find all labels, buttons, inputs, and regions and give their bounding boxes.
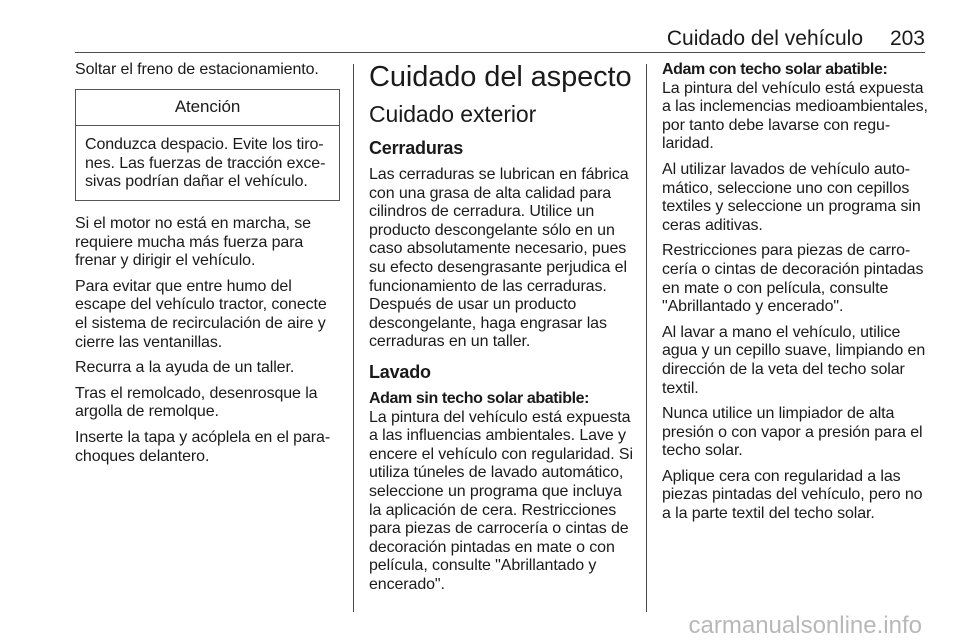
paragraph: La pintura del vehículo está expuesta a las influencias ambientales. Lave y encere el vehículo con regularidad. Si utiliza túneles de lavado automático, seleccione un programa que incluya la aplicación de cera. Restricciones para piezas de carrocería o cintas de decoración pintadas en mate o con película, consulte "Abrillantado y encerado".	[369, 408, 633, 593]
page-number: 203	[889, 27, 925, 50]
column-right	[662, 61, 930, 531]
page-header	[75, 26, 925, 53]
variant-label: Adam con techo solar abatible:	[662, 61, 888, 78]
paragraph: Nunca utilice un limpiador de alta presión o con vapor a presión para el techo solar.	[662, 405, 923, 460]
paragraph: Las cerraduras se lubrican en fábrica con una grasa de alta calidad para cilindros de cerradura. Utilice un producto descongelante sólo en un caso absolutamente necesario, pues su efecto desengrasante perjudica el funcionamiento de las cerraduras. Después de usar un producto descongelante, haga engrasar las cerraduras en un taller.	[369, 166, 629, 351]
watermark: carmanualsonline.info	[688, 612, 922, 639]
paragraph: La pintura del vehículo está expuesta a las inclemencias medioambientales, por tanto debe lavarse con regularidad.	[662, 79, 928, 153]
section-title: Cuidado del vehículo	[666, 27, 863, 50]
paragraph: Al utilizar lavados de vehículo automático, seleccione uno con cepillos textiles y seleccione un programa sin ceras aditivas.	[662, 160, 921, 234]
subsection-heading-locks: Cerraduras	[369, 138, 464, 158]
paragraph: Al lavar a mano el vehículo, utilice agua y un cepillo suave, limpiando en dirección de la veta del techo solar textil.	[662, 323, 926, 397]
subsection-heading-wash: Lavado	[369, 361, 431, 382]
paragraph: Inserte la tapa y acóplela en el parachoques delantero.	[75, 428, 331, 465]
column-middle	[369, 61, 635, 601]
paragraph: Aplique cera con regularidad a las piezas pintadas del vehículo, pero no a la parte textil del techo solar.	[662, 467, 923, 523]
section-heading: Cuidado exterior	[369, 101, 537, 127]
caution-title: Atención	[76, 90, 339, 127]
caution-box	[75, 89, 340, 201]
paragraph: Tras el remolcado, desenrosque la argolla de remolque.	[75, 384, 318, 421]
paragraph: Restricciones para piezas de carrocería o cintas de decoración pintadas en mate o con película, consulte "Abrillantado y encerado".	[662, 242, 924, 316]
paragraph: Para evitar que entre humo del escape del vehículo tractor, conecte el sistema de recirculación de aire y cierre las ventanillas.	[75, 277, 327, 351]
paragraph: Recurra a la ayuda de un taller.	[75, 359, 295, 377]
caution-text: Conduzca despacio. Evite los tirones. Las fuerzas de tracción excesivas podrían dañar el vehículo.	[85, 136, 326, 191]
column-divider-1	[353, 64, 354, 612]
chapter-heading: Cuidado del aspecto	[369, 61, 632, 93]
paragraph: Si el motor no está en marcha, se requiere mucha más fuerza para frenar y dirigir el vehículo.	[75, 214, 311, 270]
variant-label: Adam sin techo solar abatible:	[369, 389, 590, 407]
column-left	[75, 61, 340, 473]
column-divider-2	[646, 64, 647, 612]
paragraph: Soltar el freno de estacionamiento.	[75, 61, 319, 78]
